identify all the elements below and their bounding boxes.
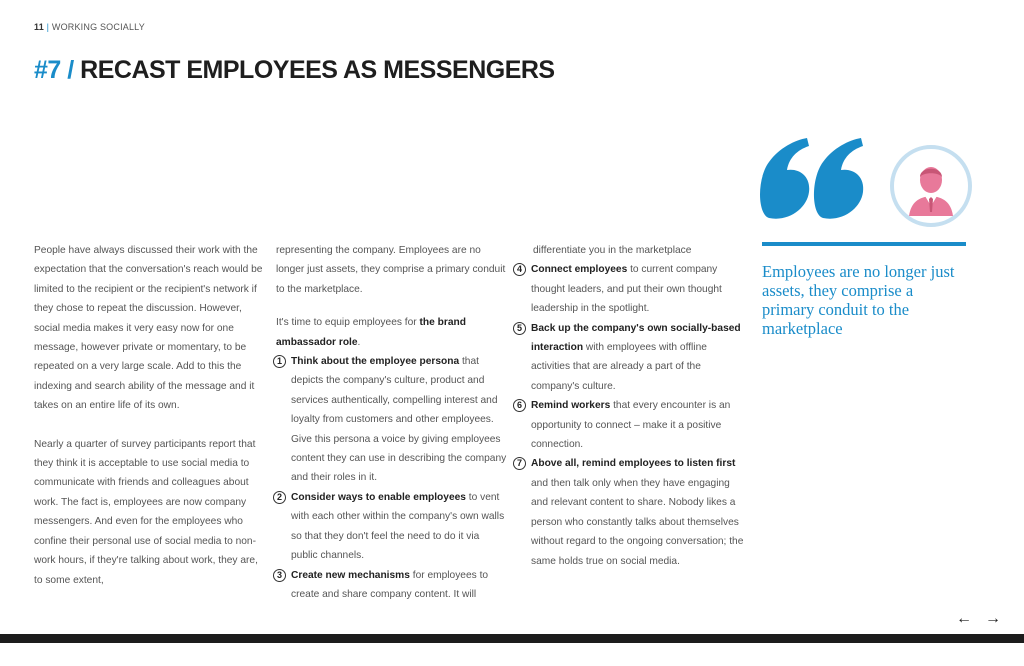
- list-item: [276, 566, 508, 605]
- number-badge: 2: [273, 491, 286, 504]
- lead-bold: the brand ambassador role: [276, 317, 466, 348]
- footer-bar: [0, 634, 1024, 643]
- number-badge: 1: [273, 355, 286, 368]
- item-text: with employees with offline activities that are already a part of the company's culture.: [531, 342, 707, 392]
- item-text: for employees to create and share company content. It will: [291, 569, 489, 600]
- list-item: [276, 352, 508, 488]
- paragraph: representing the company. Employees are no longer just assets, they comprise a primary conduit to the marketplace.: [276, 245, 506, 295]
- number-badge: 3: [273, 569, 286, 582]
- item-heading: Think about the employee persona: [291, 356, 460, 368]
- number-badge: 7: [513, 457, 526, 470]
- item-heading: Back up the company's own socially-based interaction: [531, 322, 741, 354]
- paragraph: Nearly a quarter of survey participants report that they think it is acceptable to use social media to communicate with friends and colleagues about work. The fact is, employees are now company messengers. And even for the employees who confine their personal use of social media to non-work hours, if they're talking about work, they are, to some extent,: [34, 438, 258, 586]
- body-column-2: [276, 241, 508, 604]
- title-prefix: #7 /: [34, 56, 74, 84]
- quote-mark-icon: [759, 118, 869, 228]
- item-heading: Connect employees: [531, 264, 628, 276]
- businessman-icon: [889, 144, 973, 228]
- list-item: [516, 319, 748, 397]
- section-name: WORKING SOCIALLY: [51, 22, 145, 32]
- list-item: [516, 454, 748, 570]
- item-heading: Create new mechanisms: [291, 569, 410, 581]
- item-text: that depicts the company's culture, product and services authentically, compelling interest and loyalty from customers and other employees. Give this persona a voice by giving employees content they can use in describing the company and their roles in it.: [291, 356, 507, 484]
- item-text: to current company thought leaders, and put their own thought leadership in the spotlight.: [531, 264, 722, 315]
- paragraph: People have always discussed their work with the expectation that the conversation's reach would be limited to the recipient or the recipient's network if they chose to repeat the discussion. However, social media makes it very easy now for one message, however private or momentary, to be repeated on a very large scale. Add to this the indexing and search ability of the message and it takes on an entire life of its own.: [34, 245, 263, 412]
- item-text: that every encounter is an opportunity to connect – make it a positive connection.: [531, 400, 731, 451]
- item-text: and then talk only when they have engaging and relevant content to share. Nobody likes a person who constantly talks about themselves without regard to the ongoing conversation; the same holds true on social media.: [531, 477, 744, 567]
- header-separator: |: [46, 22, 50, 32]
- title-text: RECAST EMPLOYEES AS MESSENGERS: [80, 56, 555, 84]
- number-badge: 4: [513, 263, 526, 276]
- item-heading: Consider ways to enable employees: [291, 491, 466, 503]
- page-header: [34, 22, 145, 32]
- body-column-3: [516, 241, 748, 571]
- page-title: [34, 56, 555, 85]
- pullquote-text: Employees are no longer just assets, they comprise a primary conduit to the marketplace: [762, 262, 955, 338]
- page-number: 11: [34, 22, 44, 32]
- lead-paragraph: It's time to equip employees for the brand ambassador role.: [276, 317, 466, 348]
- number-badge: 5: [513, 322, 526, 335]
- item-heading: Above all, remind employees to listen first: [531, 458, 736, 470]
- previous-page-arrow-icon[interactable]: ←: [956, 610, 972, 627]
- number-badge: 6: [513, 399, 526, 412]
- item-text: to vent with each other within the company's own walls so that they don't feel the need to do it via public channels.: [291, 491, 505, 562]
- list-item: [516, 260, 748, 318]
- item-heading: Remind workers: [531, 400, 611, 412]
- list-item: [276, 488, 508, 566]
- body-column-1: [34, 241, 264, 590]
- quote-divider: [762, 242, 966, 246]
- list-item: [516, 396, 748, 454]
- paragraph-continuation: differentiate you in the marketplace: [533, 245, 692, 256]
- next-page-arrow-icon[interactable]: →: [985, 610, 1001, 627]
